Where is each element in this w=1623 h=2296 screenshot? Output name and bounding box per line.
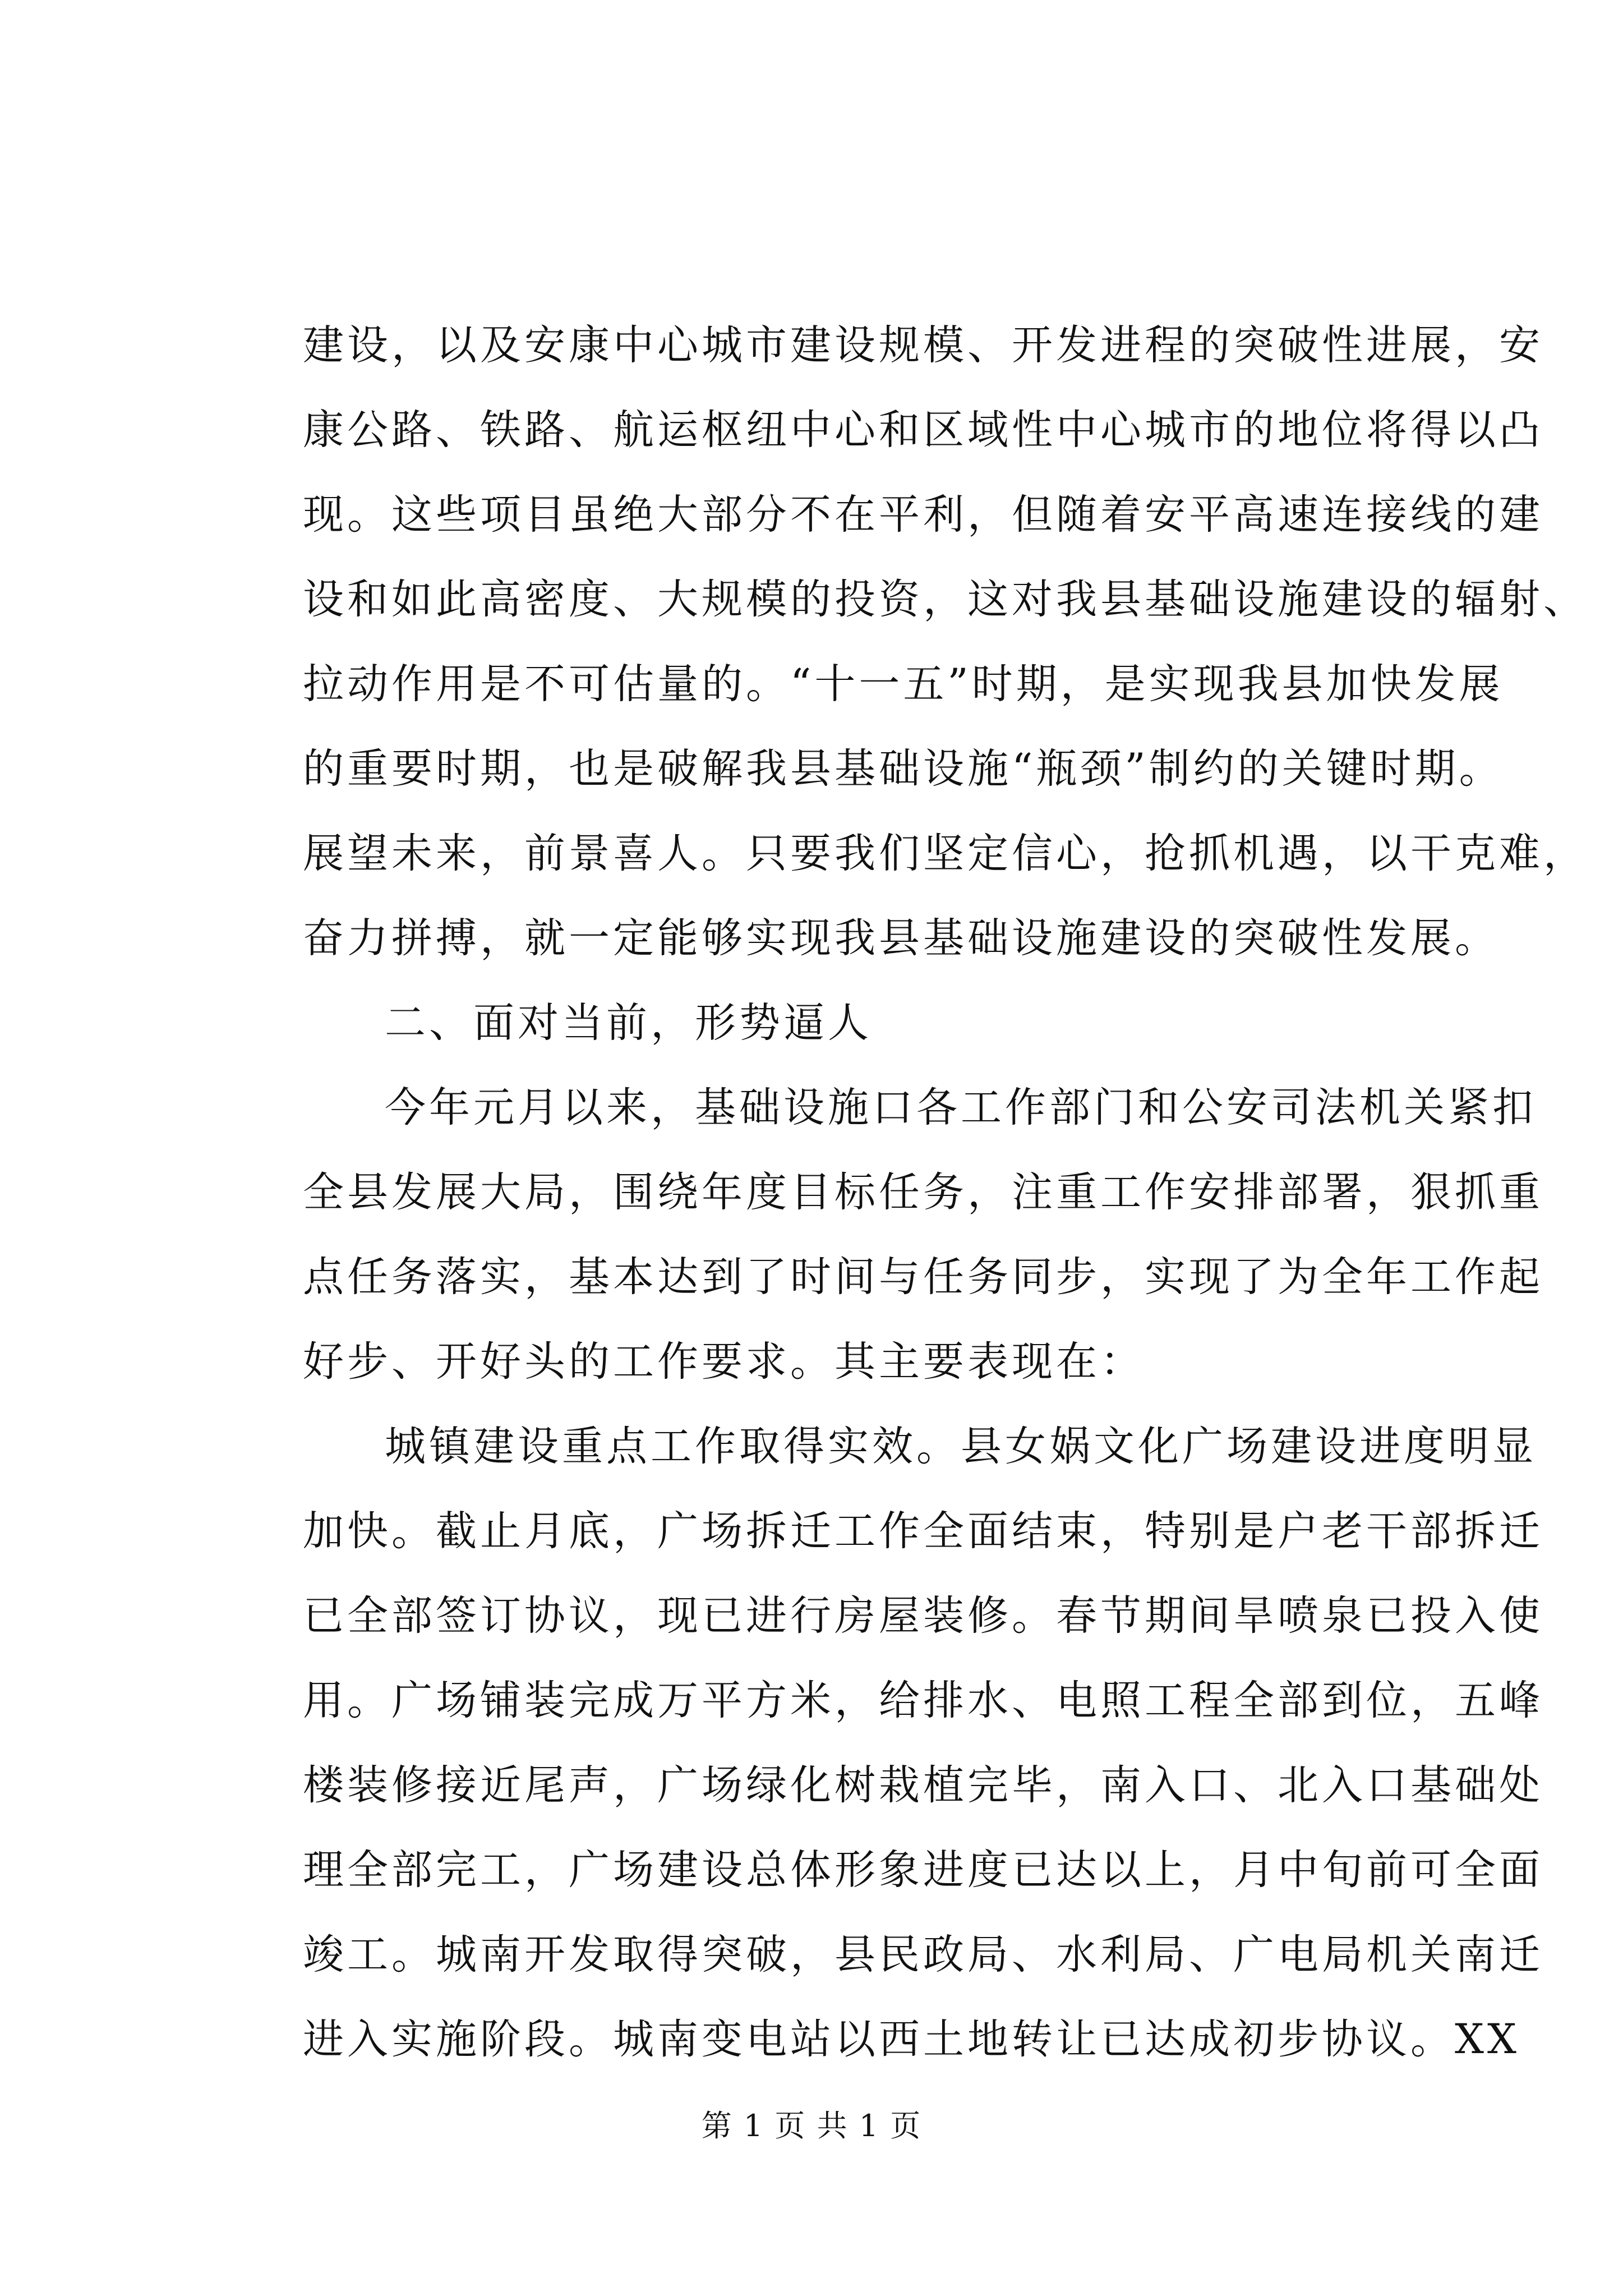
text-line: 拉动作用是不可估量的。“十一五”时期，是实现我县加快发展 [303, 660, 1504, 708]
text-line: 加快。截止月底，广场拆迁工作全面结束，特别是户老干部拆迁 [303, 1507, 1543, 1555]
text-line: 建设，以及安康中心城市建设规模、开发进程的突破性进展，安 [303, 321, 1543, 369]
text-line: 楼装修接近尾声，广场绿化树栽植完毕，南入口、北入口基础处 [303, 1761, 1543, 1809]
text-line: 现。这些项目虽绝大部分不在平利，但随着安平高速连接线的建 [303, 491, 1543, 539]
text-line: 好步、开好头的工作要求。其主要表现在： [303, 1338, 1145, 1386]
text-line: 点任务落实，基本达到了时间与任务同步，实现了为全年工作起 [303, 1253, 1543, 1301]
text-line: 康公路、铁路、航运枢纽中心和区域性中心城市的地位将得以凸 [303, 406, 1543, 454]
text-line: 的重要时期，也是破解我县基础设施“瓶颈”制约的关键时期。 [303, 745, 1504, 793]
text-line: 展望未来，前景喜人。只要我们坚定信心，抢抓机遇，以干克难， [303, 830, 1588, 877]
document-body [303, 303, 1588, 2082]
text-line: 设和如此高密度、大规模的投资，这对我县基础设施建设的辐射、 [303, 576, 1588, 623]
text-line: 进入实施阶段。城南变电站以西土地转让已达成初步协议。XX [303, 2016, 1520, 2063]
text-line: 理全部完工，广场建设总体形象进度已达以上，月中旬前可全面 [303, 1846, 1543, 1894]
text-line: 二、面对当前，形势逼人 [385, 999, 872, 1047]
text-line: 已全部签订协议，现已进行房屋装修。春节期间旱喷泉已投入使 [303, 1592, 1543, 1640]
text-line: 全县发展大局，围绕年度目标任务，注重工作安排部署，狠抓重 [303, 1168, 1543, 1216]
text-line: 用。广场铺装完成万平方米，给排水、电照工程全部到位，五峰 [303, 1677, 1543, 1724]
text-line: 竣工。城南开发取得突破，县民政局、水利局、广电局机关南迁 [303, 1931, 1543, 1978]
page-footer: 第 1 页 共 1 页 [701, 2108, 922, 2143]
text-line: 城镇建设重点工作取得实效。县女娲文化广场建设进度明显 [385, 1423, 1537, 1470]
text-line: 奋力拼搏，就一定能够实现我县基础设施建设的突破性发展。 [303, 914, 1499, 962]
text-line: 今年元月以来，基础设施口各工作部门和公安司法机关紧扣 [385, 1084, 1537, 1131]
